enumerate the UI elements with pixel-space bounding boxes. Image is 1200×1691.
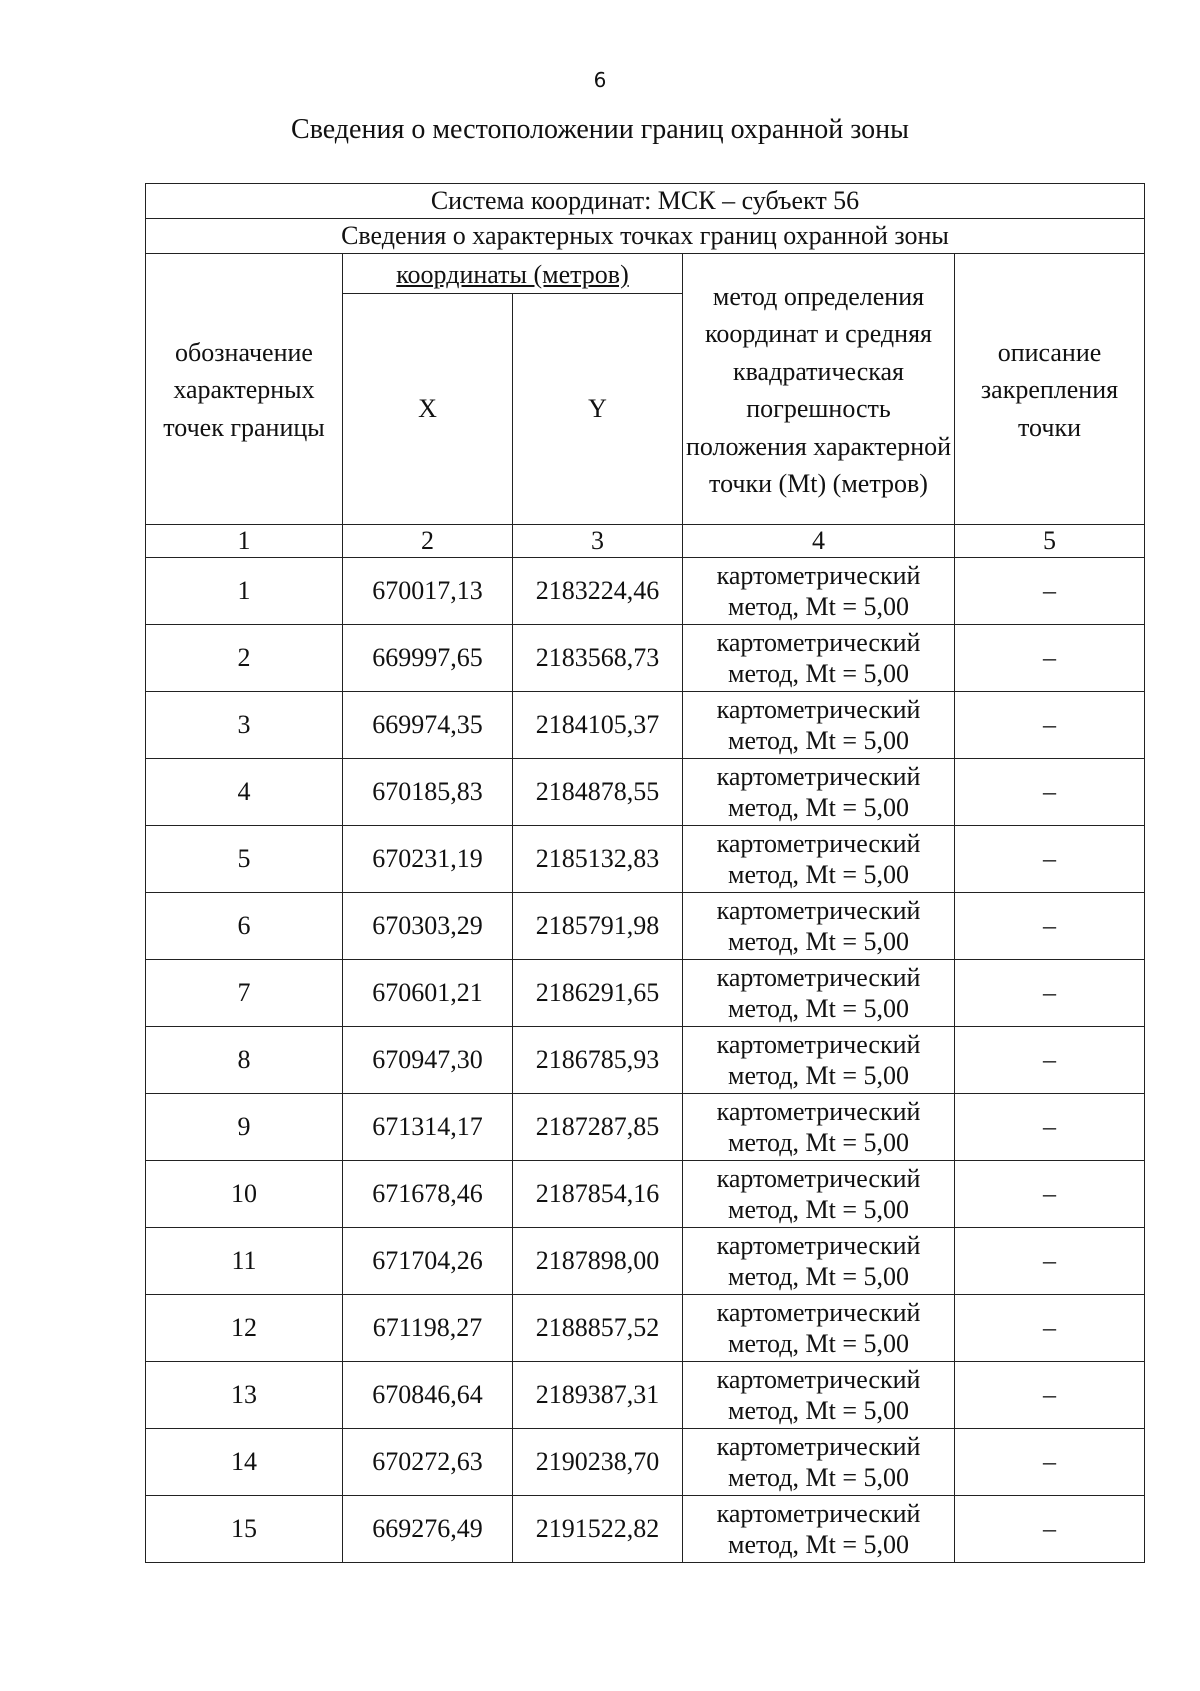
description-cell: – — [955, 1027, 1145, 1094]
point-cell: 12 — [146, 1295, 343, 1362]
table-row — [146, 1161, 1145, 1228]
x-coordinate-cell: 670272,63 — [343, 1429, 513, 1496]
x-coordinate-cell: 670601,21 — [343, 960, 513, 1027]
x-coordinate-cell: 670303,29 — [343, 893, 513, 960]
y-coordinate-cell: 2183224,46 — [513, 558, 683, 625]
header-point-designation: обозначение характерных точек границы — [146, 254, 343, 525]
document-title: Сведения о местоположении границ охранной зоны — [291, 114, 909, 145]
point-cell: 10 — [146, 1161, 343, 1228]
method-cell — [683, 558, 955, 625]
method-line: картометрический — [716, 1498, 921, 1528]
y-coordinate-cell: 2185791,98 — [513, 893, 683, 960]
point-cell: 8 — [146, 1027, 343, 1094]
page-number: 6 — [593, 68, 607, 92]
point-cell: 5 — [146, 826, 343, 893]
table-row — [146, 1496, 1145, 1563]
description-cell: – — [955, 759, 1145, 826]
table-row — [146, 625, 1145, 692]
method-line: картометрический — [716, 761, 921, 791]
column-numbers-row — [146, 525, 1145, 558]
method-line: картометрический — [716, 962, 921, 992]
description-cell: – — [955, 960, 1145, 1027]
y-coordinate-cell: 2189387,31 — [513, 1362, 683, 1429]
header-row — [146, 254, 1145, 294]
point-cell: 11 — [146, 1228, 343, 1295]
x-coordinate-cell: 669974,35 — [343, 692, 513, 759]
y-coordinate-cell: 2188857,52 — [513, 1295, 683, 1362]
method-cell — [683, 1295, 955, 1362]
x-coordinate-cell: 670231,19 — [343, 826, 513, 893]
column-number: 2 — [343, 525, 513, 558]
method-line: метод, Mt = 5,00 — [728, 793, 909, 822]
method-line: картометрический — [716, 1163, 921, 1193]
header-description: описание закрепления точки — [955, 254, 1145, 525]
point-cell: 9 — [146, 1094, 343, 1161]
description-cell: – — [955, 625, 1145, 692]
method-cell — [683, 1228, 955, 1295]
column-number: 3 — [513, 525, 683, 558]
x-coordinate-cell: 669997,65 — [343, 625, 513, 692]
method-cell — [683, 1027, 955, 1094]
x-coordinate-cell: 671198,27 — [343, 1295, 513, 1362]
method-line: метод, Mt = 5,00 — [728, 1396, 909, 1425]
point-cell: 1 — [146, 558, 343, 625]
x-coordinate-cell: 671704,26 — [343, 1228, 513, 1295]
point-cell: 6 — [146, 893, 343, 960]
y-coordinate-cell: 2186291,65 — [513, 960, 683, 1027]
method-cell — [683, 1161, 955, 1228]
method-line: картометрический — [716, 694, 921, 724]
y-coordinate-cell: 2187854,16 — [513, 1161, 683, 1228]
x-coordinate-cell: 669276,49 — [343, 1496, 513, 1563]
y-coordinate-cell: 2183568,73 — [513, 625, 683, 692]
table-row — [146, 1295, 1145, 1362]
y-coordinate-cell: 2184878,55 — [513, 759, 683, 826]
method-cell — [683, 1094, 955, 1161]
method-line: картометрический — [716, 1431, 921, 1461]
method-line: метод, Mt = 5,00 — [728, 1329, 909, 1358]
point-cell: 15 — [146, 1496, 343, 1563]
column-number: 5 — [955, 525, 1145, 558]
method-cell — [683, 960, 955, 1027]
y-coordinate-cell: 2191522,82 — [513, 1496, 683, 1563]
method-line: метод, Mt = 5,00 — [728, 1195, 909, 1224]
y-coordinate-cell: 2187287,85 — [513, 1094, 683, 1161]
description-cell: – — [955, 826, 1145, 893]
x-coordinate-cell: 671678,46 — [343, 1161, 513, 1228]
method-cell — [683, 893, 955, 960]
description-cell: – — [955, 1295, 1145, 1362]
method-line: картометрический — [716, 1364, 921, 1394]
table-row — [146, 558, 1145, 625]
method-line: метод, Mt = 5,00 — [728, 1530, 909, 1559]
table-row — [146, 1027, 1145, 1094]
method-line: метод, Mt = 5,00 — [728, 1128, 909, 1157]
method-cell — [683, 1429, 955, 1496]
method-line: картометрический — [716, 627, 921, 657]
section-title-row — [146, 219, 1145, 254]
table-row — [146, 1429, 1145, 1496]
description-cell: – — [955, 1362, 1145, 1429]
method-line: картометрический — [716, 1029, 921, 1059]
method-line: картометрический — [716, 1230, 921, 1260]
section-title: Сведения о характерных точках границ охранной зоны — [146, 219, 1145, 254]
method-cell — [683, 1496, 955, 1563]
method-line: картометрический — [716, 1297, 921, 1327]
point-cell: 14 — [146, 1429, 343, 1496]
table-row — [146, 1362, 1145, 1429]
method-line: картометрический — [716, 895, 921, 925]
method-line: метод, Mt = 5,00 — [728, 1463, 909, 1492]
method-line: метод, Mt = 5,00 — [728, 860, 909, 889]
table-row — [146, 893, 1145, 960]
header-x: X — [343, 294, 513, 525]
x-coordinate-cell: 670947,30 — [343, 1027, 513, 1094]
coordinates-table — [145, 183, 1145, 1563]
y-coordinate-cell: 2186785,93 — [513, 1027, 683, 1094]
method-cell — [683, 625, 955, 692]
point-cell: 3 — [146, 692, 343, 759]
method-line: картометрический — [716, 560, 921, 590]
method-cell — [683, 826, 955, 893]
coordinate-system: Система координат: МСК – субъект 56 — [146, 184, 1145, 219]
description-cell: – — [955, 893, 1145, 960]
description-cell: – — [955, 692, 1145, 759]
description-cell: – — [955, 1496, 1145, 1563]
method-line: картометрический — [716, 828, 921, 858]
description-cell: – — [955, 558, 1145, 625]
description-cell: – — [955, 1161, 1145, 1228]
header-coordinates — [343, 254, 683, 294]
method-line: метод, Mt = 5,00 — [728, 1061, 909, 1090]
method-line: метод, Mt = 5,00 — [728, 726, 909, 755]
table-row — [146, 759, 1145, 826]
method-line: метод, Mt = 5,00 — [728, 927, 909, 956]
x-coordinate-cell: 670017,13 — [343, 558, 513, 625]
column-number: 4 — [683, 525, 955, 558]
table-row — [146, 1094, 1145, 1161]
point-cell: 7 — [146, 960, 343, 1027]
method-line: метод, Mt = 5,00 — [728, 1262, 909, 1291]
method-cell — [683, 692, 955, 759]
method-line: картометрический — [716, 1096, 921, 1126]
point-cell: 2 — [146, 625, 343, 692]
table-row — [146, 1228, 1145, 1295]
method-line: метод, Mt = 5,00 — [728, 659, 909, 688]
method-cell — [683, 1362, 955, 1429]
point-cell: 4 — [146, 759, 343, 826]
x-coordinate-cell: 671314,17 — [343, 1094, 513, 1161]
coordinate-system-row — [146, 184, 1145, 219]
header-y: Y — [513, 294, 683, 525]
x-coordinate-cell: 670846,64 — [343, 1362, 513, 1429]
header-coordinates-label: координаты (метров) — [396, 260, 629, 289]
x-coordinate-cell: 670185,83 — [343, 759, 513, 826]
table-row — [146, 826, 1145, 893]
description-cell: – — [955, 1228, 1145, 1295]
y-coordinate-cell: 2184105,37 — [513, 692, 683, 759]
y-coordinate-cell: 2187898,00 — [513, 1228, 683, 1295]
y-coordinate-cell: 2185132,83 — [513, 826, 683, 893]
method-line: метод, Mt = 5,00 — [728, 994, 909, 1023]
method-line: метод, Mt = 5,00 — [728, 592, 909, 621]
column-number: 1 — [146, 525, 343, 558]
point-cell: 13 — [146, 1362, 343, 1429]
table-row — [146, 960, 1145, 1027]
y-coordinate-cell: 2190238,70 — [513, 1429, 683, 1496]
table-row — [146, 692, 1145, 759]
description-cell: – — [955, 1094, 1145, 1161]
header-method: метод определения координат и средняя квадратическая погрешность положения характерной точки (Mt) (метров) — [683, 254, 955, 525]
description-cell: – — [955, 1429, 1145, 1496]
method-cell — [683, 759, 955, 826]
